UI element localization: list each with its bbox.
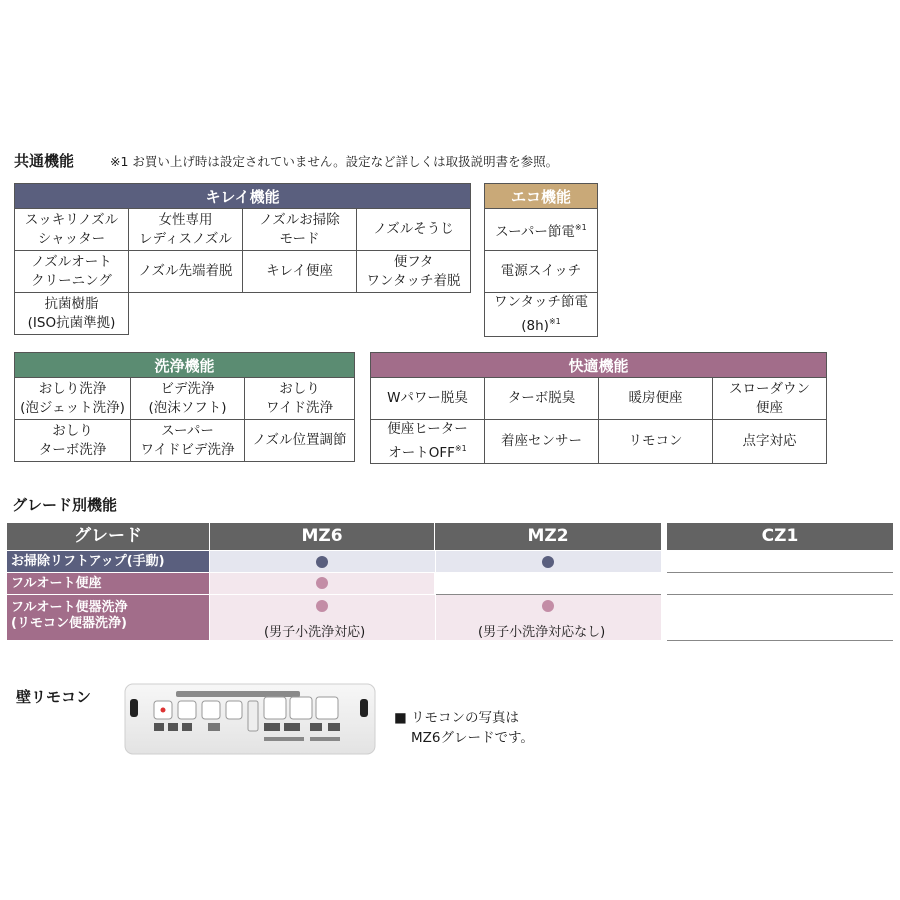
common-title: 共通機能 bbox=[14, 152, 75, 170]
grade-mz2-note: (男子小洗浄対応なし) bbox=[478, 625, 606, 640]
grade-divider bbox=[667, 594, 893, 595]
feature-cell: 便フタ ワンタッチ着脱 bbox=[357, 251, 471, 293]
feature-cell: 点字対応 bbox=[713, 420, 827, 464]
feature-cell: 着座センサー bbox=[485, 420, 599, 464]
feature-cell: おしり ワイド洗浄 bbox=[245, 378, 355, 420]
grade-header-cz1: CZ1 bbox=[667, 523, 893, 550]
feature-cell: おしり洗浄 (泡ジェット洗浄) bbox=[15, 378, 131, 420]
grade-mz6-dot bbox=[316, 556, 328, 568]
feature-cell: ビデ洗浄 (泡沫ソフト) bbox=[131, 378, 245, 420]
remote-image bbox=[124, 683, 376, 755]
grade-header-mz6: MZ6 bbox=[210, 523, 434, 550]
kaiteki-header: 快適機能 bbox=[371, 353, 827, 378]
grade-mz6-dot bbox=[316, 600, 328, 612]
common-footnote: ※1 お買い上げ時は設定されていません。設定など詳しくは取扱説明書を参照。 bbox=[110, 154, 559, 169]
feature-cell: スッキリノズル シャッター bbox=[15, 209, 129, 251]
grade-row-label: フルオート便座 bbox=[7, 573, 209, 594]
kirei-header: キレイ機能 bbox=[15, 184, 471, 209]
grade-row-label: フルオート便器洗浄 (リモコン便器洗浄) bbox=[7, 595, 209, 640]
grade-title: グレード別機能 bbox=[12, 496, 118, 514]
remote-note-line1: ■ リモコンの写真は bbox=[394, 710, 520, 726]
feature-cell: ターボ脱臭 bbox=[485, 378, 599, 420]
feature-cell: 電源スイッチ bbox=[485, 251, 598, 293]
grade-mz6-note: (男子小洗浄対応) bbox=[264, 625, 366, 640]
grade-header-mz2: MZ2 bbox=[435, 523, 661, 550]
grade-divider bbox=[667, 640, 893, 641]
feature-cell: ノズル位置調節 bbox=[245, 420, 355, 462]
feature-cell: ノズルお掃除 モード bbox=[243, 209, 357, 251]
eco-header: エコ機能 bbox=[485, 184, 598, 209]
feature-cell: ワンタッチ節電 $(8h)^{※1}$ bbox=[485, 293, 598, 337]
feature-cell: スーパー ワイドビデ洗浄 bbox=[131, 420, 245, 462]
feature-cell: スローダウン 便座 bbox=[713, 378, 827, 420]
feature-cell: 暖房便座 bbox=[599, 378, 713, 420]
feature-cell: 便座ヒーター オートOFF$^{※1}$ bbox=[371, 420, 485, 464]
feature-cell: キレイ便座 bbox=[243, 251, 357, 293]
feature-cell: ノズルオート クリーニング bbox=[15, 251, 129, 293]
feature-cell: Wパワー脱臭 bbox=[371, 378, 485, 420]
feature-cell: リモコン bbox=[599, 420, 713, 464]
remote-note-line2: MZ6グレードです。 bbox=[411, 730, 534, 746]
feature-cell: 女性専用 レディスノズル bbox=[129, 209, 243, 251]
feature-cell: ノズルそうじ bbox=[357, 209, 471, 251]
grade-mz2-dot bbox=[542, 600, 554, 612]
feature-cell: おしり ターボ洗浄 bbox=[15, 420, 131, 462]
footnote-mark: ※1 bbox=[574, 222, 587, 232]
feature-cell: ノズル先端着脱 bbox=[129, 251, 243, 293]
feature-cell: 抗菌樹脂 (ISO抗菌準拠) bbox=[15, 293, 129, 335]
remote-photo bbox=[124, 683, 376, 755]
footnote-mark: ※1 bbox=[548, 317, 561, 326]
footnote-mark: ※1 bbox=[454, 444, 467, 453]
grade-col-divider bbox=[435, 551, 436, 640]
grade-divider bbox=[667, 572, 893, 573]
remote-note bbox=[394, 708, 534, 748]
grade-mz6-dot bbox=[316, 577, 328, 589]
grade-row-label: お掃除リフトアップ(手動) bbox=[7, 551, 209, 572]
grade-mz2-dot bbox=[542, 556, 554, 568]
feature-cell: スーパー節電$^{※1}$ bbox=[485, 209, 598, 251]
remote-title: 壁リモコン bbox=[16, 688, 92, 706]
senjo-header: 洗浄機能 bbox=[15, 353, 355, 378]
grade-header-label: グレード bbox=[7, 523, 209, 550]
